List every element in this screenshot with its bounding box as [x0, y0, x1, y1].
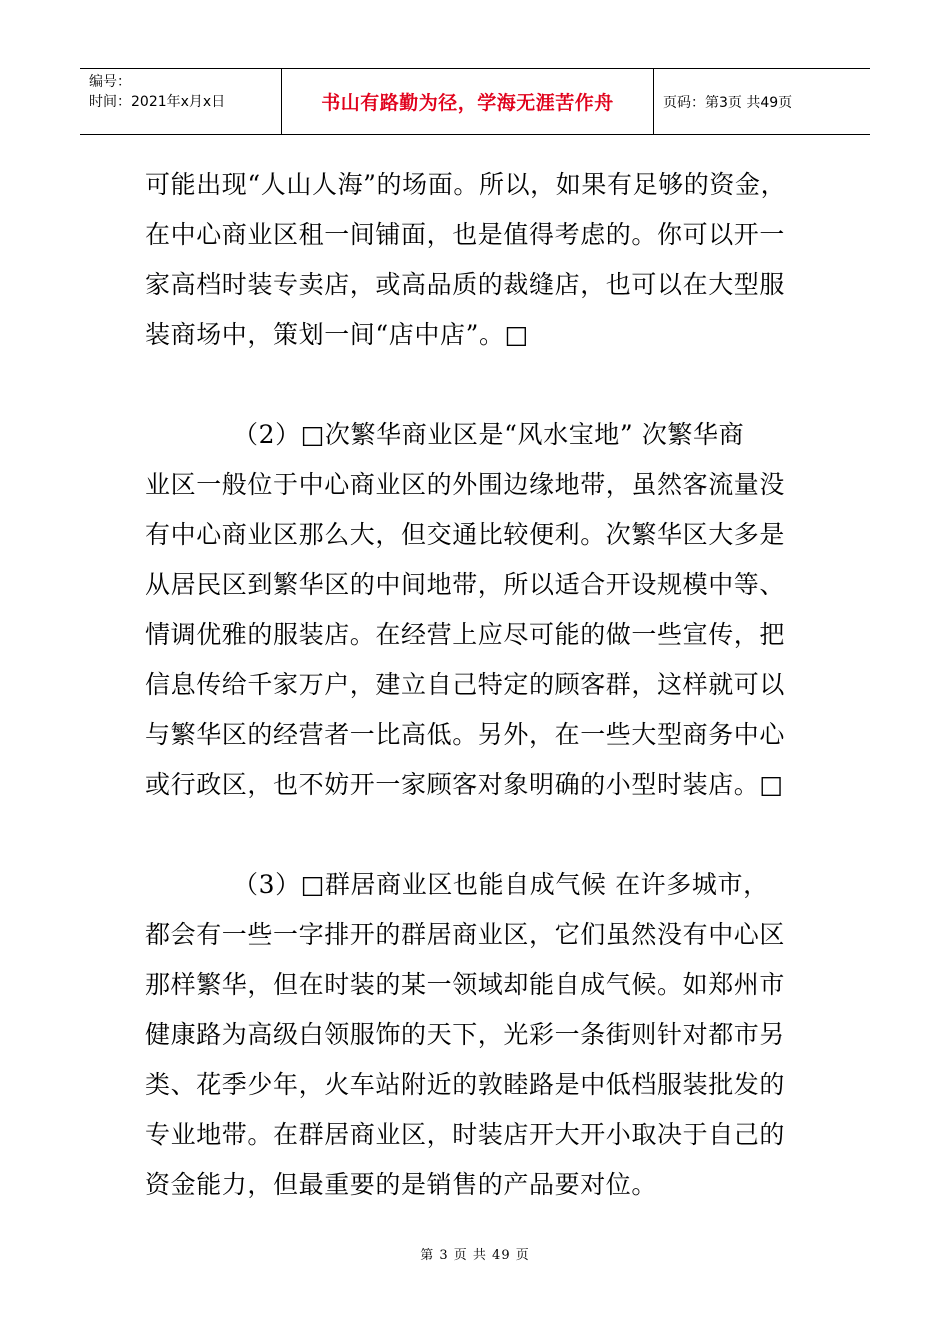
text-line: 与繁华区的经营者一比高低。另外，在一些大型商务中心: [145, 720, 786, 749]
text-line: 在中心商业区租一间铺面，也是值得考虑的。你可以开一: [145, 220, 786, 249]
paragraph: [145, 860, 795, 1210]
time-label: 时间：2021年x月x日: [89, 94, 226, 110]
paragraph-spacer: [145, 810, 795, 860]
text-line: 健康路为高级白领服饰的天下，光彩一条街则针对都市另: [145, 1020, 786, 1049]
footer-page-number: 第 3 页 共 49 页: [420, 1248, 530, 1263]
text-line: 那样繁华，但在时装的某一领域却能自成气候。如郑州市: [145, 970, 786, 999]
header-meta-cell: [80, 69, 282, 134]
header-page-cell: [654, 69, 870, 134]
text-line: 可能出现“人山人海”的场面。所以，如果有足够的资金，: [145, 170, 787, 199]
document-body: [145, 160, 795, 1210]
text-line: 装商场中，策划一间“店中店”。□: [145, 320, 529, 349]
paragraph: [145, 160, 795, 360]
text-line: （3）□群居商业区也能自成气候 在许多城市，: [233, 870, 769, 899]
text-line: 业区一般位于中心商业区的外围边缘地带，虽然客流量没: [145, 470, 786, 499]
header-motto-cell: [282, 69, 654, 134]
text-line: 专业地带。在群居商业区，时装店开大开小取决于自己的: [145, 1120, 786, 1149]
paragraph: [145, 410, 795, 810]
serial-number-label: 编号：: [89, 74, 131, 90]
text-line: 或行政区，也不妨开一家顾客对象明确的小型时装店。□: [145, 770, 784, 799]
text-line: 家高档时装专卖店，或高品质的裁缝店，也可以在大型服: [145, 270, 786, 299]
page-footer: [0, 1244, 950, 1263]
text-line: 有中心商业区那么大，但交通比较便利。次繁华区大多是: [145, 520, 786, 549]
text-line: 资金能力，但最重要的是销售的产品要对位。: [145, 1170, 658, 1199]
header-motto: 书山有路勤为径，学海无涯苦作舟: [321, 92, 614, 114]
text-line: 都会有一些一字排开的群居商业区，它们虽然没有中心区: [145, 920, 786, 949]
text-line: 情调优雅的服装店。在经营上应尽可能的做一些宣传，把: [145, 620, 786, 649]
header-page-info: 页码：第3页 共49页: [663, 94, 793, 111]
text-line: 信息传给千家万户，建立自己特定的顾客群，这样就可以: [145, 670, 786, 699]
text-line: 从居民区到繁华区的中间地带，所以适合开设规模中等、: [145, 570, 786, 599]
paragraph-spacer: [145, 360, 795, 410]
text-line: （2）□次繁华商业区是“风水宝地” 次繁华商: [233, 420, 745, 449]
text-line: 类、花季少年，火车站附近的敦睦路是中低档服装批发的: [145, 1070, 786, 1099]
page-header: [80, 68, 870, 135]
